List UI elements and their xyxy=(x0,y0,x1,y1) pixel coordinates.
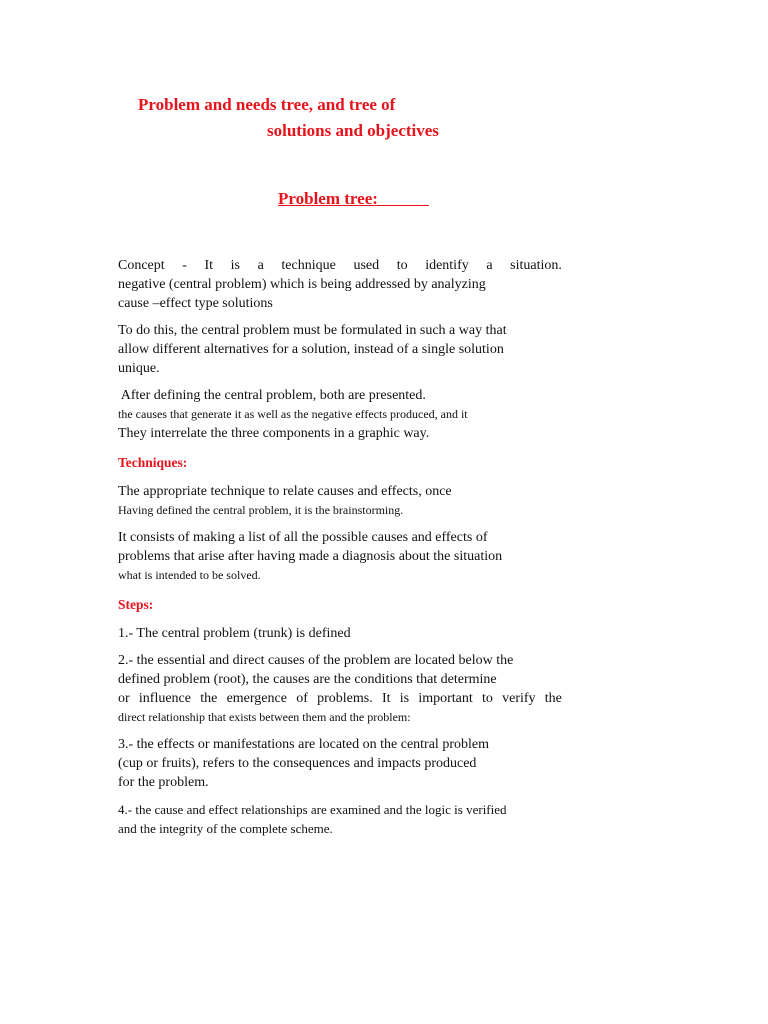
word: important xyxy=(418,691,473,706)
techniques-heading: Techniques: xyxy=(118,455,188,470)
document-body xyxy=(118,256,568,838)
after-defining-line-2: the causes that generate it as well as the negative effects produced, and it xyxy=(118,407,468,421)
step-2-line-1: 2.- the essential and direct causes of the problem are located below the xyxy=(118,653,514,668)
concept-line-1 xyxy=(118,256,562,275)
word: the xyxy=(544,691,562,706)
concept-line-2: negative (central problem) which is being addressed by analyzing xyxy=(118,277,486,292)
formulate-line-1: To do this, the central problem must be formulated in such a way that xyxy=(118,323,507,338)
step-3-line-2: (cup or fruits), refers to the consequences and impacts produced xyxy=(118,756,477,771)
after-defining-line-1: After defining the central problem, both are presented. xyxy=(118,388,426,403)
word: It xyxy=(204,258,214,273)
step-2-line-3 xyxy=(118,689,562,708)
word: used xyxy=(353,258,380,273)
document-title-line-2: solutions and objectives xyxy=(267,121,439,140)
word: It xyxy=(381,691,391,706)
word: the xyxy=(200,691,218,706)
word: emergence xyxy=(226,691,287,706)
techniques-p2-line-1: It consists of making a list of all the possible causes and effects of xyxy=(118,530,488,545)
techniques-p2-line-2: problems that arise after having made a diagnosis about the situation xyxy=(118,549,503,564)
techniques-p1-line-2: Having defined the central problem, it is the brainstorming. xyxy=(118,503,404,517)
section-title-problem-tree: Problem tree: xyxy=(278,189,429,208)
steps-heading: Steps: xyxy=(118,597,154,612)
after-defining-line-3: They interrelate the three components in a graphic way. xyxy=(118,426,430,441)
step-1: 1.- The central problem (trunk) is defined xyxy=(118,626,351,641)
step-2-line-2: defined problem (root), the causes are the conditions that determine xyxy=(118,672,497,687)
step-3-line-3: for the problem. xyxy=(118,775,209,790)
word: - xyxy=(182,258,187,273)
word: Concept xyxy=(118,258,165,273)
step-4-line-1: 4.- the cause and effect relationships are examined and the logic is verified xyxy=(118,802,507,817)
word: a xyxy=(486,258,493,273)
word: technique xyxy=(281,258,336,273)
word: to xyxy=(481,691,493,706)
word: problems. xyxy=(317,691,373,706)
word: of xyxy=(296,691,308,706)
concept-line-3: cause –effect type solutions xyxy=(118,296,273,311)
formulate-line-2: allow different alternatives for a solution, instead of a single solution xyxy=(118,342,504,357)
word: situation. xyxy=(510,258,562,273)
document-title-line-1: Problem and needs tree, and tree of xyxy=(138,95,396,114)
step-4-line-2: and the integrity of the complete scheme. xyxy=(118,821,333,836)
techniques-p2-line-3: what is intended to be solved. xyxy=(118,568,261,582)
word: identify xyxy=(425,258,469,273)
word: influence xyxy=(138,691,191,706)
word: to xyxy=(396,258,408,273)
formulate-line-3: unique. xyxy=(118,361,160,376)
word: or xyxy=(118,691,130,706)
techniques-p1-line-1: The appropriate technique to relate causes and effects, once xyxy=(118,484,452,499)
step-3-line-1: 3.- the effects or manifestations are located on the central problem xyxy=(118,737,489,752)
step-2-line-4: direct relationship that exists between them and the problem: xyxy=(118,710,411,724)
word: is xyxy=(399,691,410,706)
word: is xyxy=(230,258,241,273)
word: a xyxy=(257,258,264,273)
word: verify xyxy=(502,691,536,706)
